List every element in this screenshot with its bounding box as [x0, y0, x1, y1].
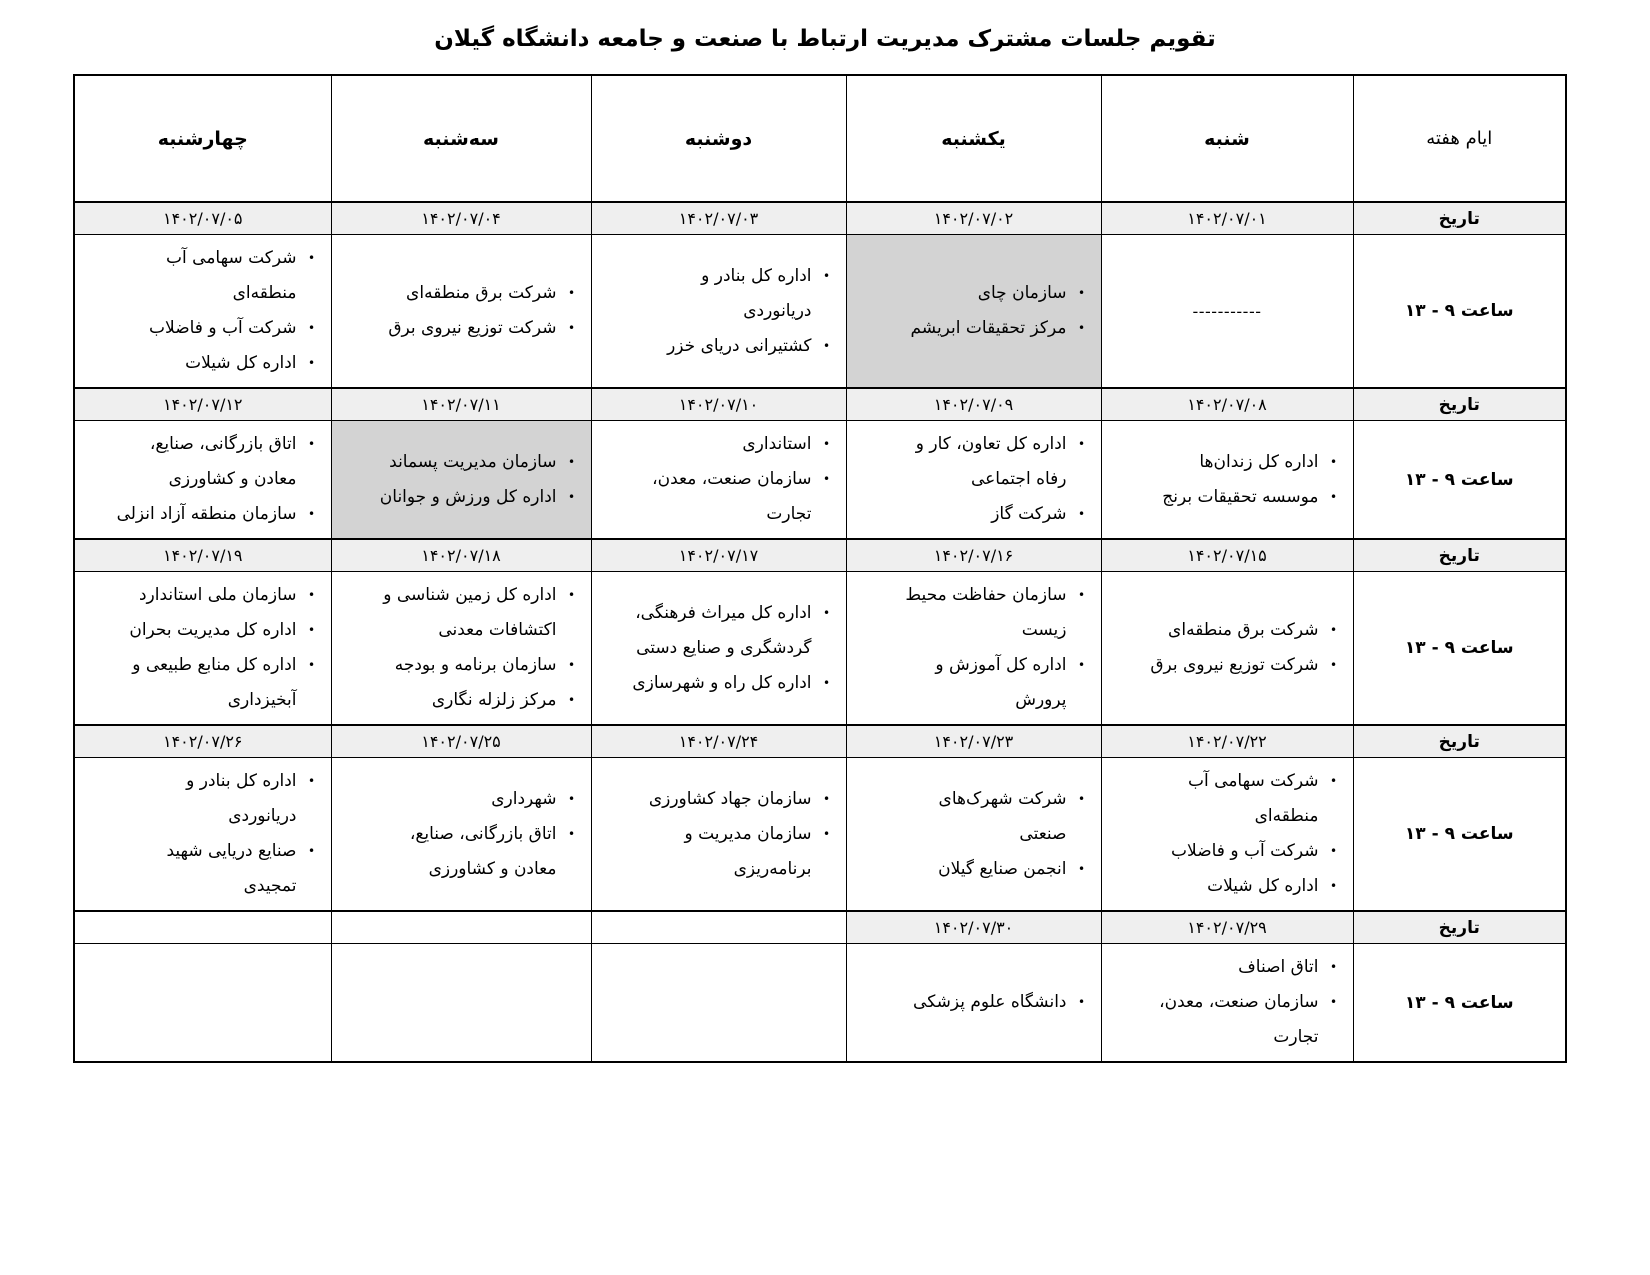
date-cell: ۱۴۰۲/۰۷/۰۱	[1101, 202, 1353, 235]
bullet-icon: •	[1077, 791, 1086, 806]
bullet-icon: •	[822, 437, 831, 451]
schedule-cell	[1101, 235, 1353, 389]
meeting-item-text: شهرداری	[491, 788, 557, 809]
meeting-item	[344, 445, 587, 480]
day-header-cell: سه‌شنبه	[331, 75, 591, 202]
meeting-item	[604, 329, 842, 364]
schedule-cell	[591, 758, 846, 912]
bullet-icon: •	[567, 658, 576, 672]
meeting-item	[87, 834, 327, 904]
row-label-date: تاریخ	[1353, 911, 1566, 944]
row-label-date: تاریخ	[1353, 388, 1566, 421]
schedule-cell	[1101, 421, 1353, 540]
meeting-item-text: صنایع دریایی شهید تمجیدی	[166, 841, 297, 896]
meeting-item	[604, 462, 842, 532]
date-cell: ۱۴۰۲/۰۷/۳۰	[846, 911, 1101, 944]
meeting-item-text: اداره کل زمین شناسی و اکتشافات معدنی	[383, 585, 557, 640]
meeting-list	[592, 253, 846, 370]
schedule-cell	[846, 235, 1101, 389]
schedule-cell	[74, 758, 331, 912]
meeting-item-text: سازمان حفاظت محیط زیست	[905, 585, 1067, 640]
meetings-row	[74, 421, 1566, 540]
bullet-icon: •	[307, 623, 316, 637]
row-label-date: تاریخ	[1353, 725, 1566, 758]
bullet-icon: •	[567, 693, 576, 707]
bullet-icon: •	[1077, 658, 1086, 672]
meeting-item	[87, 497, 327, 532]
meeting-item	[87, 648, 327, 718]
date-cell: ۱۴۰۲/۰۷/۰۵	[74, 202, 331, 235]
schedule-cell	[846, 421, 1101, 540]
bullet-icon: •	[1329, 454, 1338, 469]
meeting-item	[604, 259, 842, 329]
bullet-icon: •	[1077, 321, 1086, 335]
meeting-item-text: سازمان مدیریت پسماند	[389, 451, 557, 472]
meeting-item-text: اتاق بازرگانی، صنایع، معادن و کشاورزی	[409, 823, 557, 879]
bullet-icon: •	[307, 774, 316, 788]
meeting-item	[87, 346, 327, 381]
meeting-item	[87, 311, 327, 346]
day-header-cell: دوشنبه	[591, 75, 846, 202]
date-cell: ۱۴۰۲/۰۷/۲۲	[1101, 725, 1353, 758]
bullet-icon: •	[307, 844, 316, 858]
bullet-icon: •	[307, 437, 316, 451]
bullet-icon: •	[567, 588, 576, 602]
meeting-item-text: سازمان مدیریت و برنامه‌ریزی	[684, 823, 812, 879]
date-cell: ۱۴۰۲/۰۷/۰۳	[591, 202, 846, 235]
meeting-item-text: سازمان صنعت، معدن، تجارت	[1159, 992, 1319, 1047]
meeting-item-text: سازمان چای	[977, 283, 1067, 303]
meeting-list	[1102, 758, 1353, 910]
meeting-item	[344, 817, 587, 887]
meeting-item	[859, 427, 1097, 497]
schedule-cell	[331, 572, 591, 726]
schedule-cell	[331, 758, 591, 912]
meetings-row	[74, 944, 1566, 1063]
row-label-date: تاریخ	[1353, 202, 1566, 235]
meeting-item	[87, 613, 327, 648]
row-label-time: ساعت ۹ - ۱۳	[1353, 235, 1566, 389]
bullet-icon: •	[822, 826, 831, 841]
meeting-item-text: شرکت برق منطقه‌ای	[1168, 620, 1319, 640]
bullet-icon: •	[307, 507, 316, 521]
bullet-icon: •	[822, 605, 831, 620]
schedule-cell	[331, 944, 591, 1063]
bullet-icon: •	[567, 489, 576, 504]
meeting-item	[859, 648, 1097, 718]
row-label-time: ساعت ۹ - ۱۳	[1353, 758, 1566, 912]
day-header-cell: شنبه	[1101, 75, 1353, 202]
meeting-item	[604, 427, 842, 462]
schedule-cell	[1101, 758, 1353, 912]
meeting-item-text: اداره کل بنادر و دریانوردی	[186, 771, 297, 826]
meeting-item-text: شرکت آب و فاضلاب	[1171, 841, 1319, 861]
bullet-icon: •	[567, 286, 576, 300]
schedule-cell	[331, 421, 591, 540]
meeting-list	[332, 572, 591, 724]
meeting-item	[344, 578, 587, 648]
meeting-item-text: اداره کل تعاون، کار و رفاه اجتماعی	[915, 434, 1067, 489]
meeting-item	[344, 276, 587, 311]
date-cell: ۱۴۰۲/۰۷/۰۲	[846, 202, 1101, 235]
bullet-icon: •	[1329, 995, 1338, 1009]
date-cell	[331, 911, 591, 944]
meeting-item-text: شرکت سهامی آب منطقه‌ای	[166, 248, 297, 303]
bullet-icon: •	[567, 826, 576, 841]
schedule-cell	[591, 421, 846, 540]
meeting-item-text: شرکت توزیع نیروی برق	[1150, 655, 1319, 675]
bullet-icon: •	[567, 791, 576, 806]
meeting-item	[1114, 648, 1349, 683]
date-row	[74, 388, 1566, 421]
schedule-cell	[74, 421, 331, 540]
meeting-item-text: اداره کل مدیریت بحران	[129, 620, 297, 640]
meeting-item	[604, 666, 842, 701]
schedule-cell	[1101, 572, 1353, 726]
bullet-icon: •	[1077, 995, 1086, 1009]
meeting-item	[604, 782, 842, 817]
date-cell: ۱۴۰۲/۰۷/۱۶	[846, 539, 1101, 572]
date-cell: ۱۴۰۲/۰۷/۰۹	[846, 388, 1101, 421]
schedule-cell	[74, 944, 331, 1063]
bullet-icon: •	[1077, 588, 1086, 602]
meeting-item-text: شرکت برق منطقه‌ای	[406, 283, 557, 303]
meeting-list	[847, 979, 1101, 1026]
meeting-item-text: کشتیرانی دریای خزر	[667, 335, 812, 356]
date-cell: ۱۴۰۲/۰۷/۰۴	[331, 202, 591, 235]
schedule-cell	[74, 235, 331, 389]
bullet-icon: •	[1077, 507, 1086, 521]
meeting-list	[332, 270, 591, 352]
meeting-item	[344, 648, 587, 683]
date-cell: ۱۴۰۲/۰۷/۲۳	[846, 725, 1101, 758]
meeting-item	[1114, 869, 1349, 904]
day-header-cell: یکشنبه	[846, 75, 1101, 202]
meeting-item	[87, 241, 327, 311]
date-row	[74, 911, 1566, 944]
meeting-item-text: انجمن صنایع گیلان	[938, 858, 1067, 879]
bullet-icon: •	[822, 791, 831, 806]
schedule-cell	[846, 572, 1101, 726]
meeting-item-text: اداره کل راه و شهرسازی	[632, 672, 812, 693]
no-meeting-placeholder: -----------	[1192, 301, 1262, 321]
bullet-icon: •	[307, 251, 316, 265]
meeting-item	[859, 311, 1097, 346]
bullet-icon: •	[1077, 437, 1086, 451]
meeting-list	[332, 776, 591, 893]
date-cell	[74, 911, 331, 944]
bullet-icon: •	[822, 675, 831, 690]
bullet-icon: •	[1329, 774, 1338, 788]
schedule-cell	[591, 572, 846, 726]
meeting-item-text: سازمان برنامه و بودجه	[394, 655, 557, 675]
meeting-item	[344, 782, 587, 817]
row-label-time: ساعت ۹ - ۱۳	[1353, 572, 1566, 726]
meeting-item-text: اتاق بازرگانی، صنایع، معادن و کشاورزی	[149, 434, 297, 489]
meeting-item-text: اداره کل ورزش و جوانان	[379, 486, 557, 507]
meeting-list	[847, 776, 1101, 893]
meeting-item	[859, 497, 1097, 532]
day-header-cell: چهارشنبه	[74, 75, 331, 202]
date-cell: ۱۴۰۲/۰۷/۱۹	[74, 539, 331, 572]
meeting-item	[87, 427, 327, 497]
meeting-item	[1114, 950, 1349, 985]
meeting-item	[604, 596, 842, 666]
meeting-item-text: موسسه تحقیقات برنج	[1162, 486, 1319, 507]
date-cell: ۱۴۰۲/۰۷/۲۹	[1101, 911, 1353, 944]
meeting-item	[1114, 985, 1349, 1055]
schedule-cell	[846, 758, 1101, 912]
meeting-item	[344, 311, 587, 346]
meeting-item-text: مرکز تحقیقات ابریشم	[910, 318, 1067, 338]
bullet-icon: •	[1329, 879, 1338, 893]
meeting-item	[1114, 834, 1349, 869]
days-header-label: ایام هفته	[1353, 75, 1566, 202]
meeting-list	[1102, 944, 1353, 1061]
bullet-icon: •	[822, 268, 831, 283]
schedule-cell	[1101, 944, 1353, 1063]
meeting-list	[592, 590, 846, 707]
bullet-icon: •	[307, 588, 316, 602]
meeting-list	[332, 439, 591, 521]
row-label-time: ساعت ۹ - ۱۳	[1353, 944, 1566, 1063]
schedule-table	[73, 74, 1567, 1063]
meeting-list	[592, 776, 846, 893]
meeting-item	[1114, 764, 1349, 834]
meeting-list	[1102, 607, 1353, 689]
meeting-item-text: سازمان منطقه آزاد انزلی	[116, 504, 297, 524]
date-cell: ۱۴۰۲/۰۷/۱۷	[591, 539, 846, 572]
row-label-time: ساعت ۹ - ۱۳	[1353, 421, 1566, 540]
bullet-icon: •	[567, 454, 576, 469]
meeting-item	[859, 782, 1097, 852]
bullet-icon: •	[1329, 960, 1338, 974]
meeting-item	[859, 852, 1097, 887]
bullet-icon: •	[307, 658, 316, 672]
meeting-item-text: شرکت شهرک‌های صنعتی	[938, 788, 1067, 844]
meeting-item-text: شرکت گاز	[991, 504, 1067, 524]
date-row	[74, 202, 1566, 235]
meeting-list	[847, 270, 1101, 352]
schedule-cell	[591, 944, 846, 1063]
bullet-icon: •	[1329, 658, 1338, 672]
page-title: تقویم جلسات مشترک مدیریت ارتباط با صنعت و جامعه دانشگاه گیلان	[434, 26, 1216, 52]
date-cell: ۱۴۰۲/۰۷/۲۴	[591, 725, 846, 758]
bullet-icon: •	[822, 472, 831, 486]
meeting-list	[75, 235, 331, 387]
date-cell: ۱۴۰۲/۰۷/۱۱	[331, 388, 591, 421]
date-cell: ۱۴۰۲/۰۷/۲۵	[331, 725, 591, 758]
meeting-item	[344, 480, 587, 515]
meeting-item-text: سازمان ملی استاندارد	[138, 585, 297, 605]
date-cell	[591, 911, 846, 944]
meetings-row	[74, 758, 1566, 912]
row-label-date: تاریخ	[1353, 539, 1566, 572]
meeting-item-text: سازمان صنعت، معدن، تجارت	[652, 469, 812, 524]
schedule-cell	[74, 572, 331, 726]
bullet-icon: •	[307, 356, 316, 370]
meeting-item-text: شرکت سهامی آب منطقه‌ای	[1188, 771, 1319, 826]
meeting-item-text: شرکت آب و فاضلاب	[149, 318, 297, 338]
schedule-cell	[846, 944, 1101, 1063]
meetings-row	[74, 572, 1566, 726]
meeting-item	[859, 276, 1097, 311]
meetings-row	[74, 235, 1566, 389]
meeting-item-text: شرکت توزیع نیروی برق	[388, 318, 557, 338]
meeting-item-text: دانشگاه علوم پزشکی	[913, 992, 1067, 1012]
meeting-item	[1114, 445, 1349, 480]
date-row	[74, 539, 1566, 572]
schedule-cell	[331, 235, 591, 389]
meeting-item	[1114, 480, 1349, 515]
bullet-icon: •	[1329, 844, 1338, 858]
meeting-list	[75, 421, 331, 538]
date-cell: ۱۴۰۲/۰۷/۲۶	[74, 725, 331, 758]
meeting-list	[847, 421, 1101, 538]
date-row	[74, 725, 1566, 758]
date-cell: ۱۴۰۲/۰۷/۱۲	[74, 388, 331, 421]
bullet-icon: •	[307, 321, 316, 335]
meeting-item-text: اداره کل زندان‌ها	[1199, 451, 1319, 472]
meeting-item-text: اداره کل منابع طبیعی و آبخیزداری	[132, 655, 297, 710]
bullet-icon: •	[1077, 861, 1086, 876]
bullet-icon: •	[822, 338, 831, 353]
meeting-item	[1114, 613, 1349, 648]
meeting-item-text: اداره کل شیلات	[185, 353, 297, 373]
bullet-icon: •	[1329, 623, 1338, 637]
date-cell: ۱۴۰۲/۰۷/۱۰	[591, 388, 846, 421]
meeting-list	[592, 421, 846, 538]
bullet-icon: •	[1077, 286, 1086, 300]
meeting-item-text: اداره کل شیلات	[1207, 876, 1319, 896]
meeting-item	[859, 985, 1097, 1020]
meeting-item	[859, 578, 1097, 648]
meeting-item-text: اتاق اصناف	[1238, 957, 1319, 977]
meeting-item	[87, 764, 327, 834]
meeting-list	[75, 758, 331, 910]
bullet-icon: •	[1329, 489, 1338, 504]
weekdays-header-row	[74, 75, 1566, 202]
meeting-list	[1102, 439, 1353, 521]
meeting-item	[87, 578, 327, 613]
meeting-item	[604, 817, 842, 887]
meeting-item-text: سازمان جهاد کشاورزی	[648, 788, 812, 809]
schedule-cell	[591, 235, 846, 389]
meeting-item-text: اداره کل بنادر و دریانوردی	[701, 265, 812, 321]
bullet-icon: •	[567, 321, 576, 335]
meeting-list	[75, 572, 331, 724]
meeting-item-text: مرکز زلزله نگاری	[431, 690, 557, 710]
date-cell: ۱۴۰۲/۰۷/۱۵	[1101, 539, 1353, 572]
meeting-item	[344, 683, 587, 718]
meeting-item-text: استانداری	[742, 434, 812, 454]
meeting-item-text: اداره کل آموزش و پرورش	[935, 655, 1067, 710]
meeting-item-text: اداره کل میراث فرهنگی، گردشگری و صنایع دستی	[635, 602, 812, 658]
date-cell: ۱۴۰۲/۰۷/۱۸	[331, 539, 591, 572]
meeting-list	[847, 572, 1101, 724]
date-cell: ۱۴۰۲/۰۷/۰۸	[1101, 388, 1353, 421]
